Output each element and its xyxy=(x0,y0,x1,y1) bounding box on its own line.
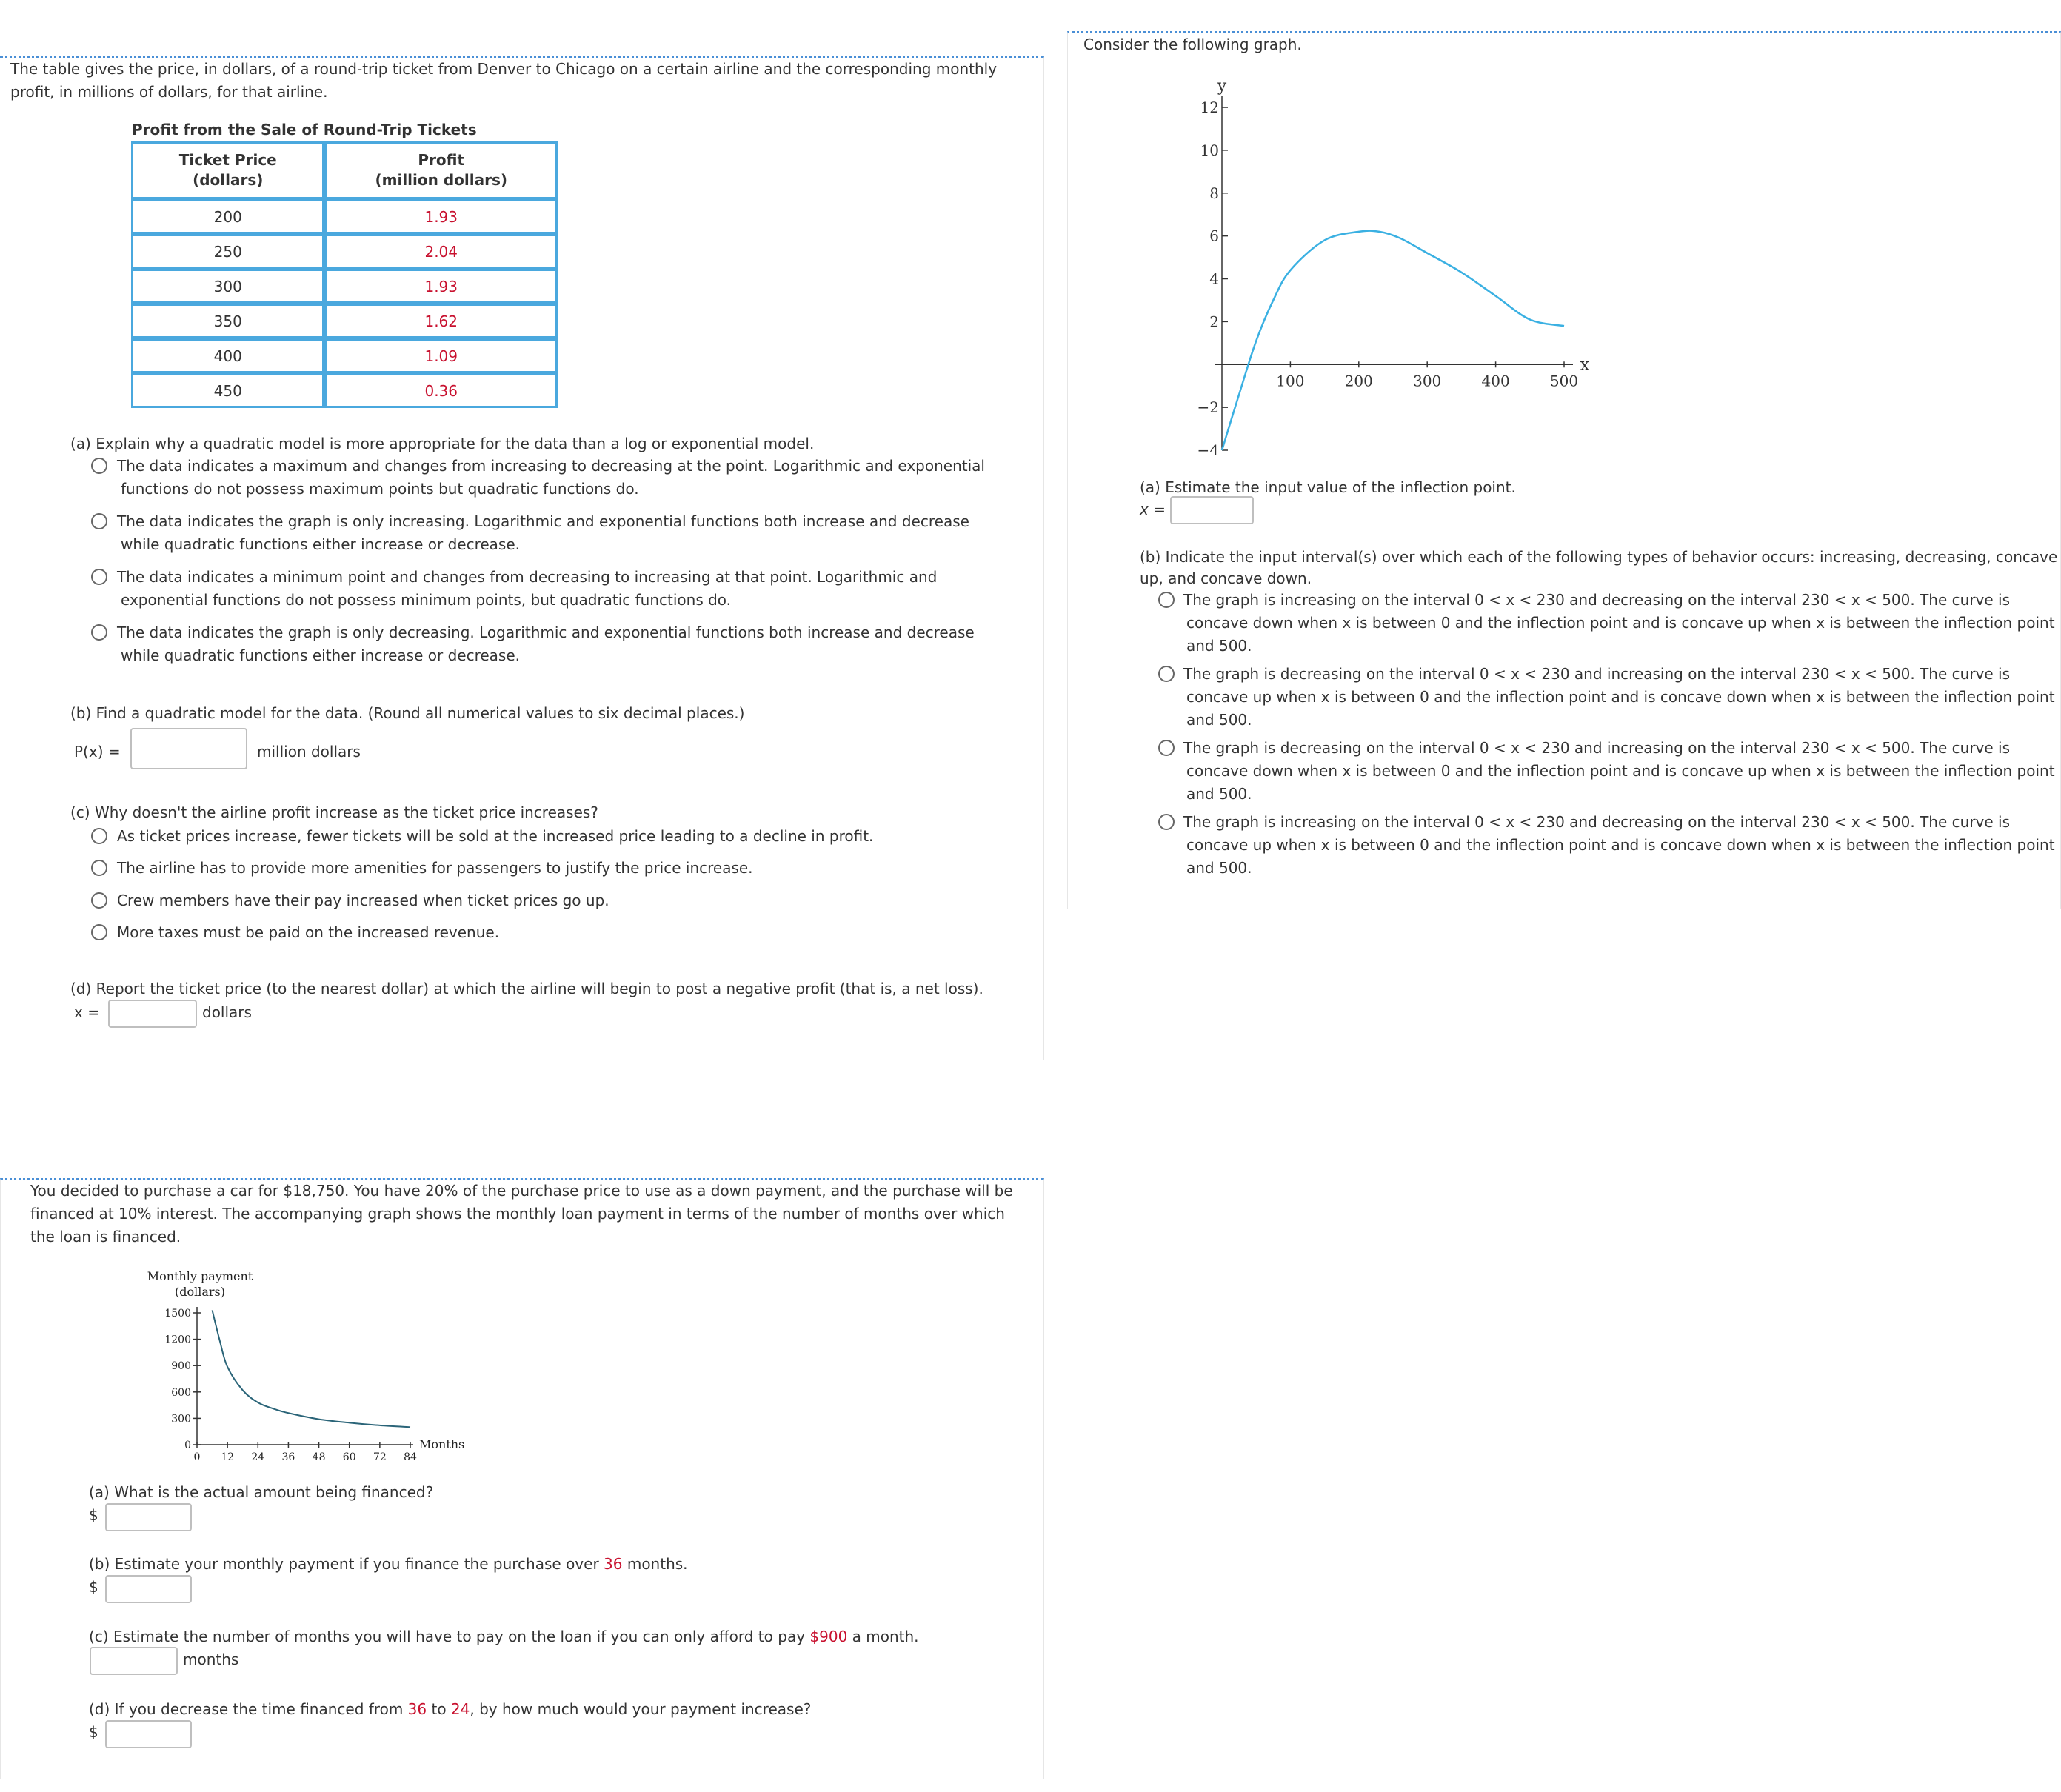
q1a-option-2[interactable]: The data indicates the graph is only increasing. Logarithmic and exponential functions both increase and decrease while quadratic functions either increase or decrease. xyxy=(117,512,969,553)
table-title: Profit from the Sale of Round-Trip Tickets xyxy=(132,121,477,138)
q2-option-1-radio[interactable] xyxy=(1158,592,1175,608)
q2-option-3[interactable]: The graph is decreasing on the interval 0 < x < 230 and increasing on the interval 230 < x < 500. The curve is concave down when x is between 0 and the inflection point and is concave up when x is between the inflection point and 500. xyxy=(1183,739,2055,803)
y-tick-label: 1500 xyxy=(164,1308,191,1320)
x-tick-label: 24 xyxy=(251,1451,265,1463)
ticket-price-input[interactable] xyxy=(108,1000,197,1028)
q2-option-4[interactable]: The graph is increasing on the interval 0 < x < 230 and decreasing on the interval 230 < x < 500. The curve is concave up when x is between 0 and the inflection point and is concave down when x is between the inflection point and 500. xyxy=(1183,813,2055,877)
x-tick-label: 84 xyxy=(404,1451,417,1463)
q2-part-a: (a) Estimate the input value of the inflection point. xyxy=(1140,478,1516,496)
q1c-option-2-radio[interactable] xyxy=(91,860,107,876)
q3b-dollar: $ xyxy=(89,1578,98,1596)
q1a-option-3[interactable]: The data indicates a minimum point and changes from decreasing to increasing at that point. Logarithmic and exponential functions do not possess minimum points, but quadratic functions do. xyxy=(117,568,938,609)
y-tick-label: 4 xyxy=(1209,270,1219,288)
q1a-option-4-radio[interactable] xyxy=(91,624,107,641)
y-axis-label: y xyxy=(1217,77,1227,96)
x-tick-label: 12 xyxy=(221,1451,235,1463)
px-label: P(x) = xyxy=(74,743,121,760)
table-row: 450 0.36 xyxy=(131,373,558,408)
y-tick-label: 600 xyxy=(171,1386,191,1399)
y-tick-label: 1200 xyxy=(164,1334,191,1346)
q1-part-a: (a) Explain why a quadratic model is more appropriate for the data than a log or exponential model. xyxy=(70,435,815,452)
q1-part-d: (d) Report the ticket price (to the nearest dollar) at which the airline will begin to post a negative profit (that is, a net loss). xyxy=(70,980,983,997)
q2-part-b-line1: (b) Indicate the input interval(s) over which each of the following types of behavior occurs: increasing, decreasing, concave xyxy=(1140,548,2058,566)
q1-part-c: (c) Why doesn't the airline profit increase as the ticket price increases? xyxy=(70,803,598,821)
y-tick-label: 300 xyxy=(171,1413,191,1425)
x-tick-label: 500 xyxy=(1549,372,1579,390)
q3-part-b: (b) Estimate your monthly payment if you finance the purchase over 36 months. xyxy=(89,1555,688,1573)
monthly-payment-input[interactable] xyxy=(105,1575,192,1603)
xd-label: x = xyxy=(74,1003,100,1021)
q2-option-1[interactable]: The graph is increasing on the interval 0 < x < 230 and decreasing on the interval 230 < x < 500. The curve is concave down when x is between 0 and the inflection point and is concave up when x is between the inflection point and 500. xyxy=(1183,591,2055,655)
payment-increase-input[interactable] xyxy=(105,1720,192,1748)
q2-option-4-radio[interactable] xyxy=(1158,814,1175,830)
q1c-option-4[interactable]: More taxes must be paid on the increased revenue. xyxy=(117,923,500,941)
x-tick-label: 300 xyxy=(1413,372,1442,390)
y-tick-label: −4 xyxy=(1197,441,1219,459)
q1c-option-1[interactable]: As ticket prices increase, fewer tickets will be sold at the increased price leading to a decline in profit. xyxy=(117,827,874,845)
y-tick-label: 2 xyxy=(1209,312,1219,331)
months-input[interactable] xyxy=(90,1647,178,1675)
y-axis-unit: (dollars) xyxy=(175,1285,225,1299)
x-tick-label: 36 xyxy=(281,1451,295,1463)
x-tick-label: 0 xyxy=(193,1451,201,1463)
x-tick-label: 200 xyxy=(1344,372,1373,390)
q1a-option-2-radio[interactable] xyxy=(91,513,107,529)
q1c-option-1-radio[interactable] xyxy=(91,828,107,844)
table-row: 250 2.04 xyxy=(131,234,558,269)
q2-part-b-line2: up, and concave down. xyxy=(1140,569,1312,587)
y-tick-label: 12 xyxy=(1200,98,1219,116)
q1a-option-4[interactable]: The data indicates the graph is only decreasing. Logarithmic and exponential functions both increase and decrease while quadratic functions either increase or decrease. xyxy=(117,623,975,664)
q2-intro: Consider the following graph. xyxy=(1083,36,1302,53)
x-tick-label: 100 xyxy=(1276,372,1305,390)
x-tick-label: 48 xyxy=(312,1451,326,1463)
table-row: 350 1.62 xyxy=(131,304,558,338)
y-tick-label: 900 xyxy=(171,1360,191,1373)
q1-part-b: (b) Find a quadratic model for the data. (Round all numerical values to six decimal places.) xyxy=(70,704,745,722)
q1c-option-3-radio[interactable] xyxy=(91,892,107,909)
q1-intro: The table gives the price, in dollars, of a round-trip ticket from Denver to Chicago on a certain airline and the corresponding monthly profit, in millions of dollars, for that airline. xyxy=(10,60,998,101)
price-header: Ticket Price (dollars) xyxy=(131,141,324,199)
profit-table xyxy=(131,141,558,408)
table-row: 200 1.93 xyxy=(131,199,558,234)
profit-header: Profit (million dollars) xyxy=(324,141,558,199)
q3-intro-line1: You decided to purchase a car for $18,750. You have 20% of the purchase price to use as a down payment, and the purchase will be xyxy=(30,1182,1013,1200)
q3-part-a: (a) What is the actual amount being financed? xyxy=(89,1483,434,1501)
inflection-input[interactable] xyxy=(1170,496,1254,524)
table-row: 400 1.09 xyxy=(131,338,558,373)
x-tick-label: 60 xyxy=(342,1451,356,1463)
x-tick-label: 72 xyxy=(373,1451,387,1463)
q3a-dollar: $ xyxy=(89,1506,98,1524)
x-tick-label: 400 xyxy=(1481,372,1510,390)
xd-unit: dollars xyxy=(202,1003,252,1021)
months-unit: months xyxy=(183,1651,239,1668)
q1a-option-3-radio[interactable] xyxy=(91,569,107,585)
q1c-option-2[interactable]: The airline has to provide more amenities for passengers to justify the price increase. xyxy=(117,859,753,877)
table-row: 300 1.93 xyxy=(131,269,558,304)
q2-x-label: x = xyxy=(1140,501,1166,518)
q3-intro-line2: financed at 10% interest. The accompanying graph shows the monthly loan payment in terms of the number of months over which xyxy=(30,1205,1005,1223)
q3-part-d: (d) If you decrease the time financed from 36 to 24, by how much would your payment increase? xyxy=(89,1700,812,1718)
amount-financed-input[interactable] xyxy=(105,1503,192,1531)
y-tick-label: −2 xyxy=(1197,398,1219,417)
q3d-dollar: $ xyxy=(89,1723,98,1741)
q1a-option-1[interactable]: The data indicates a maximum and changes from increasing to decreasing at the point. Logarithmic and exponential functions do not possess maximum points but quadratic functions do. xyxy=(117,457,985,498)
car-loan-question xyxy=(0,1178,1044,1779)
q2-option-2[interactable]: The graph is decreasing on the interval 0 < x < 230 and increasing on the interval 230 < x < 500. The curve is concave up when x is between 0 and the inflection point and is concave down when x is between the inflection point and 500. xyxy=(1183,665,2055,729)
q1c-option-3[interactable]: Crew members have their pay increased when ticket prices go up. xyxy=(117,892,609,909)
y-tick-label: 6 xyxy=(1209,227,1219,245)
q2-option-3-radio[interactable] xyxy=(1158,740,1175,756)
q2-option-2-radio[interactable] xyxy=(1158,666,1175,682)
y-tick-label: 8 xyxy=(1209,184,1219,202)
q3-part-c: (c) Estimate the number of months you will have to pay on the loan if you can only afford to pay $900 a month. xyxy=(89,1628,919,1645)
y-tick-label: 0 xyxy=(184,1440,191,1451)
x-axis-label: Months xyxy=(419,1437,465,1451)
y-axis-label: Monthly payment xyxy=(147,1269,253,1283)
q1c-option-4-radio[interactable] xyxy=(91,924,107,940)
y-tick-label: 10 xyxy=(1200,141,1219,159)
px-input[interactable] xyxy=(130,728,247,769)
q1a-option-1-radio[interactable] xyxy=(91,458,107,474)
x-axis-label: x xyxy=(1580,355,1590,375)
px-unit: million dollars xyxy=(257,743,361,760)
q3-intro-line3: the loan is financed. xyxy=(30,1228,181,1246)
